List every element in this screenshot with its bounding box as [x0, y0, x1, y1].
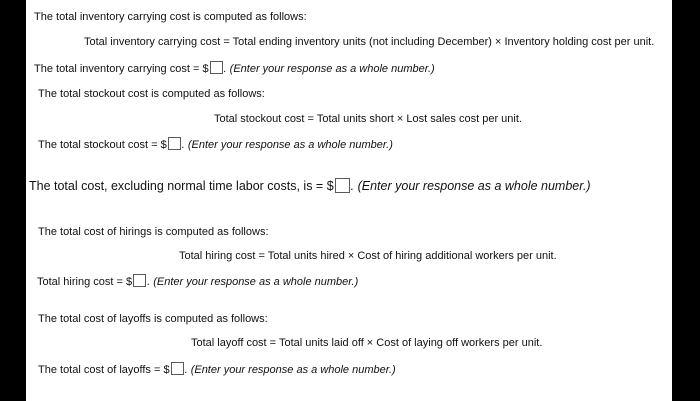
inventory-formula: Total inventory carrying cost = Total ending inventory units (not including December) × Inventory holding cost per unit. [84, 36, 655, 48]
stockout-cost-input[interactable] [168, 137, 181, 150]
inventory-cost-input[interactable] [210, 61, 223, 74]
stockout-formula: Total stockout cost = Total units short × Lost sales cost per unit. [214, 113, 522, 125]
layoffs-hint: . (Enter your response as a whole number.) [184, 364, 396, 376]
inventory-answer-row [34, 61, 435, 76]
question-panel [26, 0, 672, 401]
hiring-formula: Total hiring cost = Total units hired × Cost of hiring additional workers per unit. [179, 250, 557, 262]
inventory-intro: The total inventory carrying cost is computed as follows: [34, 11, 307, 23]
layoffs-answer-row [38, 362, 396, 377]
layoffs-formula: Total layoff cost = Total units laid off × Cost of laying off workers per unit. [191, 337, 543, 349]
total-cost-hint: . (Enter your response as a whole number.) [350, 179, 591, 193]
inventory-answer-label: The total inventory carrying cost = $ [34, 63, 209, 75]
inventory-hint: . (Enter your response as a whole number.) [223, 63, 435, 75]
stockout-intro: The total stockout cost is computed as follows: [38, 88, 265, 100]
hiring-intro: The total cost of hirings is computed as follows: [38, 226, 269, 238]
total-cost-answer-label: The total cost, excluding normal time labor costs, is = $ [29, 179, 334, 193]
total-cost-answer-row [29, 178, 591, 194]
hiring-hint: . (Enter your response as a whole number.) [147, 276, 359, 288]
total-cost-input[interactable] [335, 178, 350, 193]
stockout-answer-row [38, 137, 393, 152]
layoffs-intro: The total cost of layoffs is computed as follows: [38, 313, 268, 325]
hiring-answer-label: Total hiring cost = $ [37, 276, 133, 288]
hiring-cost-input[interactable] [133, 274, 146, 287]
stockout-answer-label: The total stockout cost = $ [38, 139, 167, 151]
hiring-answer-row [37, 274, 358, 289]
layoffs-answer-label: The total cost of layoffs = $ [38, 364, 170, 376]
layoffs-cost-input[interactable] [171, 362, 184, 375]
stockout-hint: . (Enter your response as a whole number.) [181, 139, 393, 151]
